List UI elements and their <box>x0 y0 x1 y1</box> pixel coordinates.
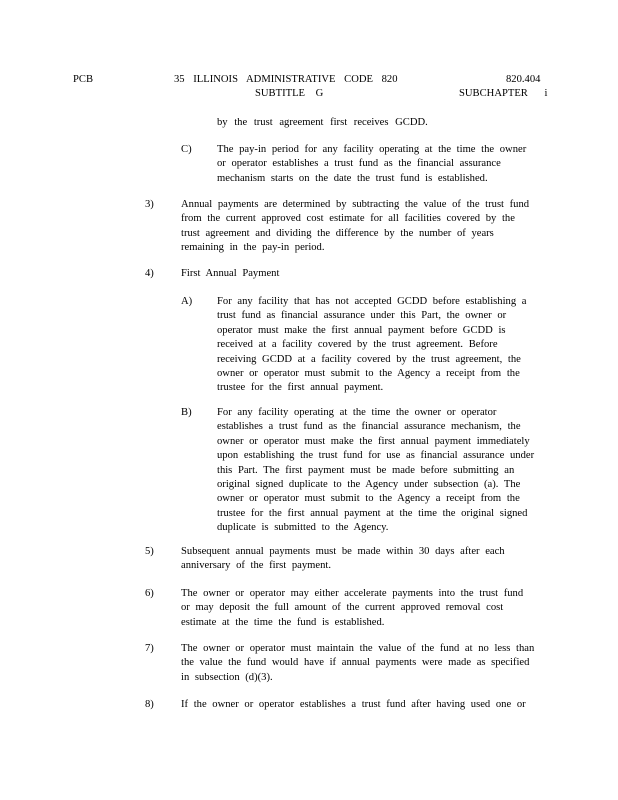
header-agency: PCB <box>73 74 94 85</box>
item-label: 7) <box>145 643 154 654</box>
item-label: A) <box>181 296 193 307</box>
item-text: If the owner or operator establishes a trust fund after having used one or <box>181 699 526 710</box>
item-label: 5) <box>145 546 154 557</box>
header-code-title: 35 ILLINOIS ADMINISTRATIVE CODE 820 <box>174 74 398 85</box>
item-text: For any facility that has not accepted GCDD before establishing a trust fund as financial assurance under this Part, the owner or operator must make the first annual payment before GCDD is received at a facility covered by the trust agreement. Before receiving GCDD at a facility covered by the trust agreement, the owner or operator must submit to the Agency a receipt from the trustee for the first annual payment. <box>217 296 527 394</box>
item-text: The pay-in period for any facility operating at the time the owner or operator establishes a trust fund as the financial assurance mechanism starts on the date the trust fund is established. <box>217 144 527 184</box>
item-label: B) <box>181 407 192 418</box>
item-label: 3) <box>145 199 154 210</box>
item-text: The owner or operator may either accelerate payments into the trust fund or may deposit the full amount of the current approved removal cost estimate at the time the fund is established. <box>181 588 524 628</box>
continuation-line: by the trust agreement first receives GCDD. <box>217 117 428 128</box>
item-text: Annual payments are determined by subtracting the value of the trust fund from the current approved cost estimate for all facilities covered by the trust agreement and dividing the difference by the number of years remaining in the pay-in period. <box>181 199 530 254</box>
item-heading: First Annual Payment <box>181 268 280 279</box>
header-subtitle: SUBTITLE G <box>255 88 324 99</box>
item-text: For any facility operating at the time the owner or operator establishes a trust fund as the financial assurance mechanism, the owner or operator must make the first annual payment immediately upon establishing the trust fund for use as financial assurance under this Part. The first payment must be made before submitting an original signed duplicate to the Agency under subsection (a). The owner or operator must submit to the Agency a receipt from the trustee for the first annual payment at the time the original signed duplicate is submitted to the Agency. <box>217 407 535 534</box>
item-label: 4) <box>145 268 154 279</box>
item-text: Subsequent annual payments must be made within 30 days after each anniversary of the first payment. <box>181 546 505 572</box>
header-section-number: 820.404 <box>506 74 541 85</box>
item-label: 8) <box>145 699 154 710</box>
item-label: 6) <box>145 588 154 599</box>
item-label: C) <box>181 144 192 155</box>
header-subchapter: SUBCHAPTER i <box>459 88 548 99</box>
item-text: The owner or operator must maintain the value of the fund at no less than the value the fund would have if annual payments were made as specified in subsection (d)(3). <box>181 643 535 683</box>
